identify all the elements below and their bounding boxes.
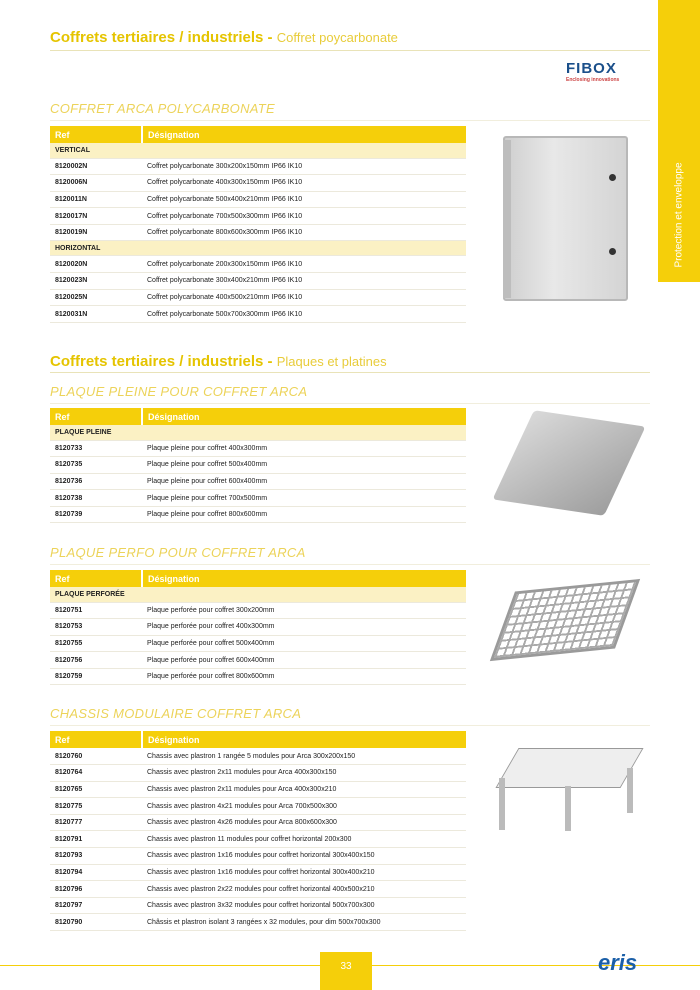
designation-cell: Plaque pleine pour coffret 400x300mm — [142, 440, 466, 457]
designation-cell: Chassis avec plastron 2x11 modules pour Arca 400x300x210 — [142, 781, 466, 798]
col-designation: Désignation — [142, 570, 466, 587]
col-designation: Désignation — [142, 126, 466, 143]
designation-cell: Chassis avec plastron 11 modules pour coffret horizontal 200x300 — [142, 831, 466, 848]
designation-cell: Coffret polycarbonate 400x300x150mm IP66 IK10 — [142, 175, 466, 192]
brand-name: FIBOX — [566, 60, 617, 77]
table-row — [50, 798, 466, 815]
col-ref: Ref — [50, 731, 142, 748]
product-table — [50, 570, 466, 685]
divider — [50, 564, 650, 565]
col-ref: Ref — [50, 408, 142, 425]
section-heading: COFFRET ARCA POLYCARBONATE — [50, 101, 275, 116]
table-row — [50, 191, 466, 208]
table-row — [50, 652, 466, 669]
ref-cell: 8120025N — [50, 289, 142, 306]
ref-cell: 8120733 — [50, 440, 142, 457]
enclosure-image — [503, 136, 628, 301]
table-row — [50, 473, 466, 490]
designation-cell: Chassis avec plastron 3x32 modules pour coffret horizontal 500x700x300 — [142, 897, 466, 914]
table-row — [50, 781, 466, 798]
ref-cell: 8120735 — [50, 457, 142, 474]
table-header — [50, 126, 466, 143]
col-designation: Désignation — [142, 408, 466, 425]
chassis-image — [497, 748, 639, 833]
divider — [50, 403, 650, 404]
page-title — [50, 29, 398, 46]
divider — [50, 372, 650, 373]
title-sub: Coffret poycarbonate — [276, 30, 398, 45]
table-row — [50, 814, 466, 831]
section-heading: PLAQUE PLEINE POUR COFFRET ARCA — [50, 384, 308, 399]
table-row — [50, 831, 466, 848]
designation-cell: Plaque perforée pour coffret 600x400mm — [142, 652, 466, 669]
ref-cell: 8120756 — [50, 652, 142, 669]
table-row — [50, 440, 466, 457]
group-label: PLAQUE PERFORÉE — [50, 587, 466, 602]
group-label: HORIZONTAL — [50, 241, 466, 256]
title-main: Coffrets tertiaires / industriels - — [50, 353, 277, 370]
table-header — [50, 731, 466, 748]
table-row — [50, 256, 466, 273]
ref-cell: 8120775 — [50, 798, 142, 815]
product-table — [50, 731, 466, 931]
divider — [50, 725, 650, 726]
ref-cell: 8120736 — [50, 473, 142, 490]
group-row — [50, 587, 466, 602]
table-row — [50, 848, 466, 865]
ref-cell: 8120020N — [50, 256, 142, 273]
ref-cell: 8120759 — [50, 668, 142, 685]
brand-tagline: Enclosing innovations — [566, 77, 620, 83]
designation-cell: Coffret polycarbonate 300x200x150mm IP66 IK10 — [142, 158, 466, 175]
product-table — [50, 126, 466, 323]
ref-cell: 8120755 — [50, 635, 142, 652]
ref-cell: 8120796 — [50, 881, 142, 898]
ref-cell: 8120738 — [50, 490, 142, 507]
title-sub: Plaques et platines — [276, 354, 387, 369]
table-row — [50, 273, 466, 290]
designation-cell: Chassis avec plastron 4x21 modules pour Arca 700x500x300 — [142, 798, 466, 815]
table-row — [50, 748, 466, 765]
table-header — [50, 570, 466, 587]
designation-cell: Chassis avec plastron 2x22 modules pour coffret horizontal 400x500x210 — [142, 881, 466, 898]
ref-cell: 8120793 — [50, 848, 142, 865]
ref-cell: 8120023N — [50, 273, 142, 290]
designation-cell: Coffret polycarbonate 500x700x300mm IP66 IK10 — [142, 306, 466, 323]
designation-cell: Coffret polycarbonate 200x300x150mm IP66 IK10 — [142, 256, 466, 273]
ref-cell: 8120794 — [50, 864, 142, 881]
table-row — [50, 635, 466, 652]
solid-plate-image — [493, 410, 646, 516]
designation-cell: Plaque pleine pour coffret 800x600mm — [142, 506, 466, 523]
table-row — [50, 224, 466, 241]
table-row — [50, 158, 466, 175]
designation-cell: Chassis avec plastron 1 rangée 5 modules pour Arca 300x200x150 — [142, 748, 466, 765]
table-row — [50, 864, 466, 881]
title-main: Coffrets tertiaires / industriels - — [50, 29, 277, 46]
perforated-plate-image — [490, 579, 640, 661]
table-row — [50, 668, 466, 685]
designation-cell: Coffret polycarbonate 700x500x300mm IP66 IK10 — [142, 208, 466, 225]
ref-cell: 8120011N — [50, 191, 142, 208]
ref-cell: 8120797 — [50, 897, 142, 914]
eris-logo: eris — [598, 950, 638, 975]
group-label: PLAQUE PLEINE — [50, 425, 466, 440]
col-designation: Désignation — [142, 731, 466, 748]
ref-cell: 8120002N — [50, 158, 142, 175]
table-row — [50, 765, 466, 782]
designation-cell: Coffret polycarbonate 500x400x210mm IP66 IK10 — [142, 191, 466, 208]
group-label: VERTICAL — [50, 143, 466, 158]
ref-cell: 8120765 — [50, 781, 142, 798]
table-row — [50, 175, 466, 192]
product-table — [50, 408, 466, 523]
ref-cell: 8120777 — [50, 814, 142, 831]
designation-cell: Chassis avec plastron 4x26 modules pour Arca 800x600x300 — [142, 814, 466, 831]
table-row — [50, 897, 466, 914]
col-ref: Ref — [50, 126, 142, 143]
designation-cell: Plaque perforée pour coffret 300x200mm — [142, 602, 466, 619]
group-row — [50, 425, 466, 440]
ref-cell: 8120031N — [50, 306, 142, 323]
table-row — [50, 881, 466, 898]
ref-cell: 8120006N — [50, 175, 142, 192]
side-tab-label: Protection et enveloppe — [673, 162, 685, 268]
ref-cell: 8120739 — [50, 506, 142, 523]
designation-cell: Plaque pleine pour coffret 600x400mm — [142, 473, 466, 490]
group-row — [50, 143, 466, 158]
designation-cell: Chassis avec plastron 1x16 modules pour coffret horizontal 300x400x150 — [142, 848, 466, 865]
table-row — [50, 457, 466, 474]
group-row — [50, 241, 466, 256]
ref-cell: 8120760 — [50, 748, 142, 765]
col-ref: Ref — [50, 570, 142, 587]
ref-cell: 8120751 — [50, 602, 142, 619]
table-row — [50, 602, 466, 619]
table-row — [50, 490, 466, 507]
section-heading: PLAQUE PERFO POUR COFFRET ARCA — [50, 545, 306, 560]
designation-cell: Chassis avec plastron 2x11 modules pour Arca 400x300x150 — [142, 765, 466, 782]
table-row — [50, 289, 466, 306]
designation-cell: Coffret polycarbonate 300x400x210mm IP66 IK10 — [142, 273, 466, 290]
divider — [50, 120, 650, 121]
designation-cell: Plaque perforée pour coffret 500x400mm — [142, 635, 466, 652]
ref-cell: 8120753 — [50, 619, 142, 636]
table-row — [50, 914, 466, 931]
ref-cell: 8120791 — [50, 831, 142, 848]
designation-cell: Plaque perforée pour coffret 800x600mm — [142, 668, 466, 685]
ref-cell: 8120017N — [50, 208, 142, 225]
designation-cell: Chassis avec plastron 1x16 modules pour coffret horizontal 300x400x210 — [142, 864, 466, 881]
table-row — [50, 506, 466, 523]
table-row — [50, 306, 466, 323]
section-heading: CHASSIS MODULAIRE COFFRET ARCA — [50, 706, 302, 721]
ref-cell: 8120790 — [50, 914, 142, 931]
designation-cell: Coffret polycarbonate 400x500x210mm IP66 IK10 — [142, 289, 466, 306]
designation-cell: Coffret polycarbonate 800x600x300mm IP66 IK10 — [142, 224, 466, 241]
designation-cell: Plaque perforée pour coffret 400x300mm — [142, 619, 466, 636]
side-tab — [658, 0, 700, 282]
ref-cell: 8120019N — [50, 224, 142, 241]
table-header — [50, 408, 466, 425]
page-number: 33 — [320, 952, 372, 990]
table-row — [50, 619, 466, 636]
section-title-2 — [50, 353, 387, 370]
designation-cell: Plaque pleine pour coffret 700x500mm — [142, 490, 466, 507]
ref-cell: 8120764 — [50, 765, 142, 782]
divider — [50, 50, 650, 51]
designation-cell: Plaque pleine pour coffret 500x400mm — [142, 457, 466, 474]
fibox-logo — [566, 60, 619, 83]
table-row — [50, 208, 466, 225]
designation-cell: Châssis et plastron isolant 3 rangées x 32 modules, pour dim 500x700x300 — [142, 914, 466, 931]
